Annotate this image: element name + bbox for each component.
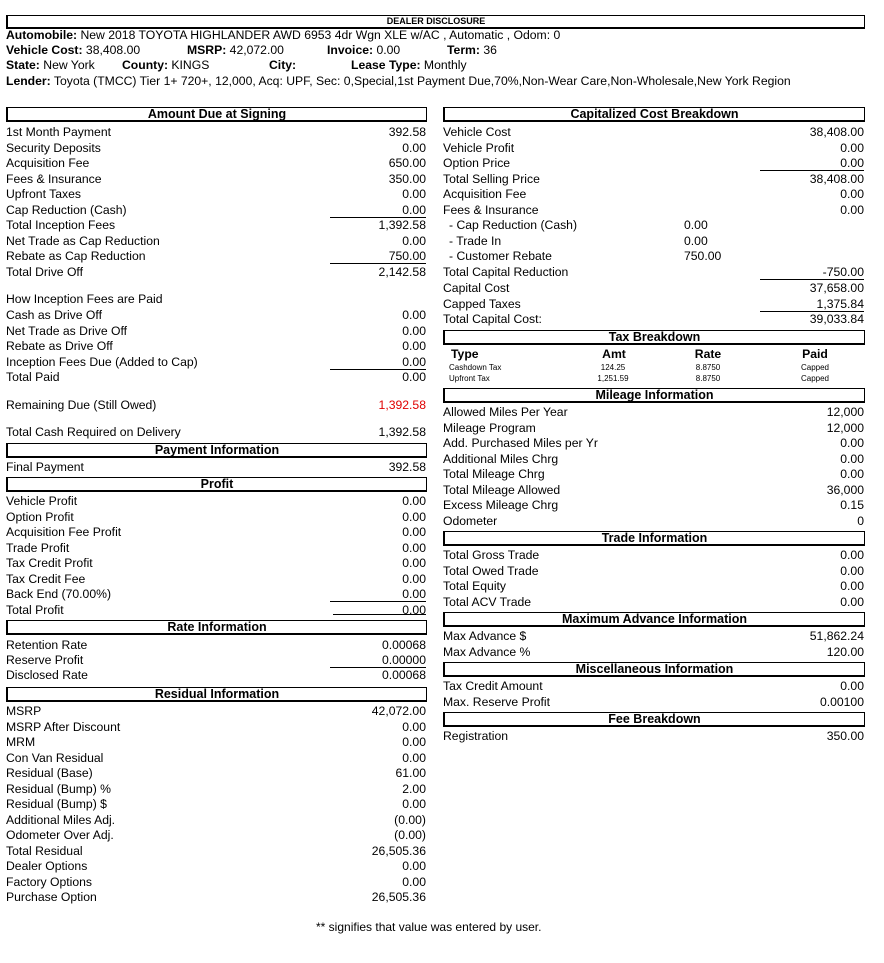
amount-due-label: Total Inception Fees bbox=[6, 218, 116, 232]
amount-due-label: Security Deposits bbox=[6, 140, 101, 155]
residual-label: Residual (Bump) % bbox=[6, 781, 111, 796]
residual-value: 0.00 bbox=[402, 750, 426, 765]
cap-cost-total-value: 37,658.00 bbox=[809, 280, 864, 295]
profit-label: Total Profit bbox=[6, 602, 64, 617]
profit-label: Vehicle Profit bbox=[6, 494, 78, 508]
final-payment-value: 392.58 bbox=[388, 460, 426, 474]
trade-label: Total Equity bbox=[443, 579, 507, 593]
rate-label: Reserve Profit bbox=[6, 653, 84, 668]
trade-value: 0.00 bbox=[840, 579, 864, 593]
tax-col-rate: Rate bbox=[694, 347, 722, 361]
cap-cost-value: 38,408.00 bbox=[809, 125, 864, 139]
profit-value: 0.00 bbox=[402, 509, 426, 524]
amount-due-value: 0.00 bbox=[402, 233, 426, 248]
invoice: Invoice: 0.00 bbox=[327, 43, 401, 57]
trade-value: 0.00 bbox=[840, 548, 864, 562]
tax-col-amt: Amt bbox=[602, 347, 626, 361]
residual-label: Additional Miles Adj. bbox=[6, 812, 116, 827]
residual-label: Factory Options bbox=[6, 874, 93, 889]
cap-cost-value: 0.00 bbox=[840, 202, 864, 217]
mileage-value: 0.00 bbox=[840, 467, 864, 481]
trade-heading: Trade Information bbox=[443, 531, 865, 546]
profit-value: 0.00 bbox=[402, 494, 426, 508]
misc-value: 0.00100 bbox=[819, 694, 864, 709]
trade-value: 0.00 bbox=[840, 563, 864, 578]
max-advance-label: Max Advance $ bbox=[443, 629, 527, 643]
cap-cost-total-label: Capital Cost bbox=[443, 280, 510, 295]
mileage-value: 12,000 bbox=[826, 420, 864, 435]
mileage-label: Total Mileage Allowed bbox=[443, 482, 561, 497]
cap-cost-label: Vehicle Cost bbox=[443, 125, 511, 139]
city: City: bbox=[269, 58, 297, 72]
lease-type: Lease Type: Monthly bbox=[351, 58, 467, 72]
amount-due-value: 350.00 bbox=[388, 171, 426, 186]
residual-value: 0.00 bbox=[402, 874, 426, 889]
amount-due-value: 0.00 bbox=[330, 203, 426, 218]
residual-value: 0.00 bbox=[402, 859, 426, 873]
profit-total-rule bbox=[333, 614, 426, 615]
rate-value: 0.00068 bbox=[381, 668, 426, 683]
amount-due-label: Acquisition Fee bbox=[6, 156, 90, 170]
residual-label: Odometer Over Adj. bbox=[6, 828, 114, 842]
amount-due-label: Upfront Taxes bbox=[6, 187, 81, 201]
trade-label: Total Owed Trade bbox=[443, 563, 539, 578]
max-advance-label: Max Advance % bbox=[443, 644, 531, 659]
mileage-value: 36,000 bbox=[826, 482, 864, 497]
residual-label: Dealer Options bbox=[6, 859, 88, 873]
how-paid-label: Net Trade as Drive Off bbox=[6, 323, 128, 338]
lender: Lender: Toyota (TMCC) Tier 1+ 720+, 12,000, Acq: UPF, Sec: 0,Special,1st Payment Due,70%,Non-Wear Care,Non-Wholesale,New York Region bbox=[6, 74, 791, 88]
profit-value: 0.00 bbox=[402, 571, 426, 586]
amount-due-value: 0.00 bbox=[402, 140, 426, 155]
misc-value: 0.00 bbox=[840, 679, 864, 693]
how-paid-value: 0.00 bbox=[402, 370, 426, 384]
residual-label: Residual (Base) bbox=[6, 766, 93, 780]
cap-cost-label: Fees & Insurance bbox=[443, 202, 539, 217]
county: County: KINGS bbox=[122, 58, 210, 72]
residual-value: 0.00 bbox=[402, 719, 426, 734]
amount-due-value: 392.58 bbox=[388, 125, 426, 139]
residual-value: (0.00) bbox=[394, 828, 426, 842]
payment-info-heading: Payment Information bbox=[6, 443, 427, 458]
tax-heading: Tax Breakdown bbox=[443, 330, 865, 345]
trade-label: Total Gross Trade bbox=[443, 548, 540, 562]
residual-value: 61.00 bbox=[395, 766, 426, 780]
tax-type: Cashdown Tax bbox=[449, 363, 502, 372]
cap-reduction-label: - Cap Reduction (Cash) bbox=[449, 218, 578, 232]
residual-label: MRM bbox=[6, 735, 36, 749]
tax-amt: 124.25 bbox=[600, 363, 626, 372]
profit-label: Option Profit bbox=[6, 509, 74, 524]
cap-cost-total-value: 39,033.84 bbox=[809, 312, 864, 327]
residual-label: Total Residual bbox=[6, 843, 83, 858]
how-paid-value: 0.00 bbox=[330, 355, 426, 370]
state: State: New York bbox=[6, 58, 95, 72]
amount-due-label: Rebate as Cap Reduction bbox=[6, 249, 146, 263]
trade-label: Total ACV Trade bbox=[443, 594, 532, 609]
cap-reduction-label: - Customer Rebate bbox=[449, 249, 552, 263]
residual-value: (0.00) bbox=[394, 812, 426, 827]
how-paid-value: 0.00 bbox=[402, 339, 426, 353]
rate-value: 0.00068 bbox=[381, 638, 426, 652]
mileage-label: Odometer bbox=[443, 513, 498, 528]
amount-due-value: 750.00 bbox=[330, 249, 426, 264]
mileage-value: 0.15 bbox=[840, 498, 864, 512]
footnote: ** signifies that value was entered by user. bbox=[316, 920, 542, 934]
cap-reduction-value: 0.00 bbox=[684, 233, 708, 248]
remaining-due-label: Remaining Due (Still Owed) bbox=[6, 398, 157, 412]
residual-label: Con Van Residual bbox=[6, 750, 104, 765]
profit-value: 0.00 bbox=[402, 540, 426, 555]
how-paid-value: 0.00 bbox=[402, 308, 426, 322]
amount-due-label: Net Trade as Cap Reduction bbox=[6, 233, 160, 248]
tax-type: Upfront Tax bbox=[449, 373, 490, 383]
how-paid-label: Total Paid bbox=[6, 370, 60, 384]
profit-value: 0.00 bbox=[402, 556, 426, 570]
trade-value: 0.00 bbox=[840, 594, 864, 609]
amount-due-label: Fees & Insurance bbox=[6, 171, 102, 186]
misc-label: Tax Credit Amount bbox=[443, 679, 543, 693]
profit-label: Back End (70.00%) bbox=[6, 587, 112, 601]
mileage-heading: Mileage Information bbox=[443, 388, 865, 403]
tax-paid: Capped bbox=[800, 363, 830, 372]
document-title: DEALER DISCLOSURE bbox=[6, 15, 865, 29]
misc-label: Max. Reserve Profit bbox=[443, 694, 551, 709]
amount-due-label: Cap Reduction (Cash) bbox=[6, 202, 127, 217]
cap-cost-label: Option Price bbox=[443, 156, 511, 170]
cap-reduction-value: 0.00 bbox=[684, 218, 708, 232]
tax-rate: 8.8750 bbox=[695, 373, 721, 383]
profit-label: Acquisition Fee Profit bbox=[6, 525, 122, 539]
cap-cost-value: 0.00 bbox=[840, 140, 864, 155]
cap-reduction-value: 750.00 bbox=[684, 249, 722, 263]
residual-label: MSRP bbox=[6, 704, 42, 718]
profit-value: 0.00 bbox=[402, 602, 426, 617]
max-advance-value: 120.00 bbox=[826, 644, 864, 659]
amount-due-value: 650.00 bbox=[388, 156, 426, 170]
residual-info-heading: Residual Information bbox=[6, 687, 427, 702]
tax-col-type: Type bbox=[451, 347, 479, 361]
how-paid-value: 0.00 bbox=[402, 323, 426, 338]
mileage-value: 0 bbox=[857, 513, 864, 528]
max-advance-heading: Maximum Advance Information bbox=[443, 612, 865, 627]
cap-cost-label: Acquisition Fee bbox=[443, 187, 527, 201]
mileage-label: Allowed Miles Per Year bbox=[443, 405, 568, 419]
mileage-label: Additional Miles Chrg bbox=[443, 451, 559, 466]
cap-cost-total-label: Total Capital Reduction bbox=[443, 265, 569, 279]
rate-label: Retention Rate bbox=[6, 638, 88, 652]
tax-col-paid: Paid bbox=[802, 347, 828, 361]
rate-info-heading: Rate Information bbox=[6, 620, 427, 635]
mileage-value: 12,000 bbox=[826, 405, 864, 419]
mileage-label: Add. Purchased Miles per Yr bbox=[443, 436, 598, 450]
automobile-value: New 2018 TOYOTA HIGHLANDER AWD 6953 4dr Wgn XLE w/AC , Automatic , Odom: 0 bbox=[77, 28, 561, 42]
cap-cost-total-label: Capped Taxes bbox=[443, 296, 521, 311]
profit-label: Tax Credit Profit bbox=[6, 556, 93, 570]
residual-value: 26,505.36 bbox=[371, 843, 426, 858]
amount-due-label: Total Drive Off bbox=[6, 264, 83, 279]
vehicle-cost: Vehicle Cost: 38,408.00 bbox=[6, 43, 141, 57]
mileage-value: 0.00 bbox=[840, 436, 864, 450]
cash-required-value: 1,392.58 bbox=[378, 425, 426, 439]
tax-amt: 1,251.59 bbox=[597, 373, 629, 383]
residual-label: MSRP After Discount bbox=[6, 719, 121, 734]
term: Term: 36 bbox=[447, 43, 497, 57]
amount-due-value: 0.00 bbox=[402, 187, 426, 201]
final-payment-label: Final Payment bbox=[6, 460, 84, 474]
mileage-label: Mileage Program bbox=[443, 420, 536, 435]
amount-due-heading: Amount Due at Signing bbox=[6, 107, 427, 122]
mileage-value: 0.00 bbox=[840, 451, 864, 466]
rate-value: 0.00000 bbox=[330, 653, 426, 668]
fee-heading: Fee Breakdown bbox=[443, 712, 865, 727]
profit-heading: Profit bbox=[6, 477, 427, 492]
profit-label: Tax Credit Fee bbox=[6, 571, 86, 586]
amount-due-label: 1st Month Payment bbox=[6, 125, 111, 139]
fee-label: Registration bbox=[443, 729, 509, 743]
amount-due-value: 2,142.58 bbox=[378, 264, 426, 279]
mileage-label: Total Mileage Chrg bbox=[443, 467, 545, 481]
cap-reduction-label: - Trade In bbox=[449, 233, 502, 248]
cap-cost-value: 38,408.00 bbox=[809, 171, 864, 186]
misc-heading: Miscellaneous Information bbox=[443, 662, 865, 677]
cap-cost-value: 0.00 bbox=[760, 156, 864, 171]
msrp: MSRP: 42,072.00 bbox=[187, 43, 284, 57]
residual-value: 42,072.00 bbox=[371, 704, 426, 718]
how-paid-label: Inception Fees Due (Added to Cap) bbox=[6, 354, 198, 369]
residual-label: Purchase Option bbox=[6, 890, 97, 904]
fee-value: 350.00 bbox=[826, 729, 864, 743]
profit-value: 0.00 bbox=[330, 587, 426, 602]
tax-paid: Capped bbox=[800, 373, 830, 383]
rate-label: Disclosed Rate bbox=[6, 668, 88, 683]
cap-cost-label: Vehicle Profit bbox=[443, 140, 515, 155]
cap-cost-label: Total Selling Price bbox=[443, 171, 540, 186]
profit-value: 0.00 bbox=[402, 525, 426, 539]
automobile-line bbox=[6, 28, 560, 44]
residual-label: Residual (Bump) $ bbox=[6, 797, 107, 811]
max-advance-value: 51,862.24 bbox=[809, 629, 864, 643]
residual-value: 26,505.36 bbox=[371, 890, 426, 904]
cap-cost-value: 0.00 bbox=[840, 187, 864, 201]
remaining-due-value: 1,392.58 bbox=[378, 398, 426, 412]
residual-value: 2.00 bbox=[402, 781, 426, 796]
cap-cost-total-value: -750.00 bbox=[760, 265, 864, 280]
cash-required-label: Total Cash Required on Delivery bbox=[6, 425, 181, 439]
mileage-label: Excess Mileage Chrg bbox=[443, 498, 559, 512]
residual-value: 0.00 bbox=[402, 735, 426, 749]
tax-rate: 8.8750 bbox=[695, 363, 721, 372]
cap-cost-heading: Capitalized Cost Breakdown bbox=[443, 107, 865, 122]
how-paid-label: Cash as Drive Off bbox=[6, 308, 102, 322]
profit-label: Trade Profit bbox=[6, 540, 70, 555]
cap-cost-total-value: 1,375.84 bbox=[760, 297, 864, 312]
amount-due-value: 1,392.58 bbox=[378, 218, 426, 232]
cap-cost-total-label: Total Capital Cost: bbox=[443, 312, 542, 327]
how-paid-label: Rebate as Drive Off bbox=[6, 339, 113, 353]
how-paid-heading: How Inception Fees are Paid bbox=[6, 292, 163, 306]
spacer-rule bbox=[443, 616, 444, 617]
residual-value: 0.00 bbox=[402, 797, 426, 811]
automobile-label: Automobile: bbox=[6, 28, 78, 42]
